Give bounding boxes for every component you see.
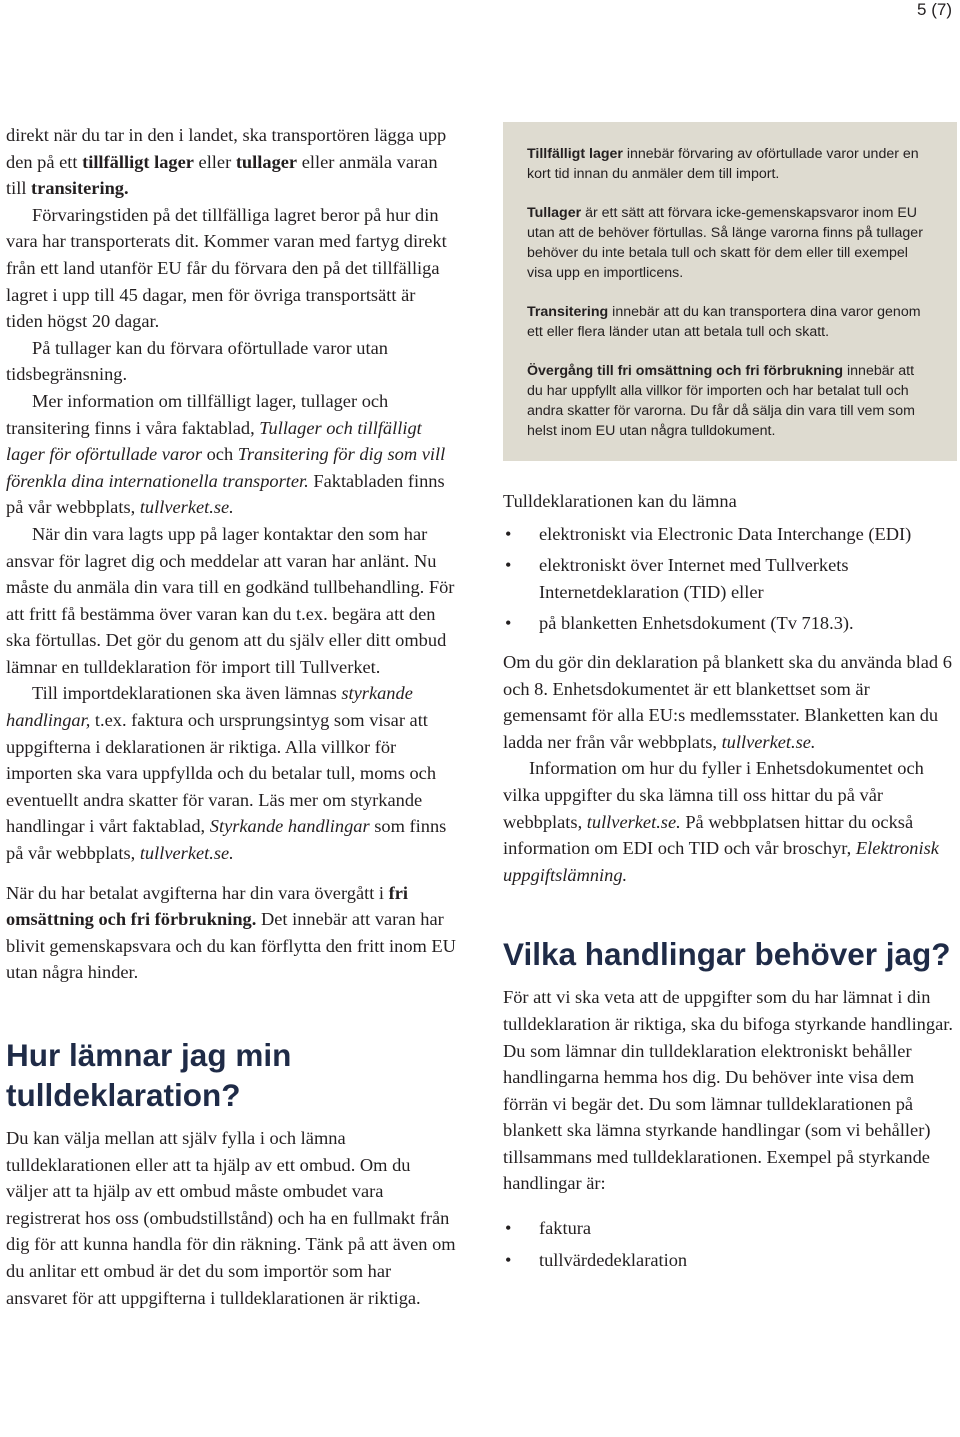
list-item: • elektroniskt via Electronic Data Interchange (EDI) <box>503 521 957 548</box>
paragraph-free-circulation: När du har betalat avgifterna har din vara övergått i fri omsättning och fri förbrukning. Det innebär att varan har blivit gemenskapsvara och du kan förflytta den fritt inom EU utan några hinder. <box>6 882 456 983</box>
paragraph-storage-intro: direkt när du tar in den i landet, ska transportören lägga upp den på ett tillfälligt lager eller tullager eller anmäla varan till transitering. <box>6 125 447 199</box>
page-number: 5 (7) <box>917 0 952 19</box>
paragraph-supporting-docs: Till importdeklarationen ska även lämnas styrkande handlingar, t.ex. faktura och ursprungsintyg som visar att uppgifterna i deklarationen är riktiga. Alla villkor för importen ska vara uppfyllda och du betalar tull, moms och eventuellt andra skatter för varan. Läs mer om styrkande handlingar i vårt faktablad, Styrkande handlingar som finns på vår webbplats, tullverket.se. <box>6 683 447 864</box>
paragraph-how-to-fill: Information om hur du fyller i Enhetsdokumentet och vilka uppgifter du ska lämna till oss hittar du på vår webbplats, tullverket.se. På webbplatsen hittar du också information om EDI och TID och vår broschyr, Elektronisk uppgiftslämning. <box>503 758 939 885</box>
paragraph-documents: För att vi ska veta att de uppgifter som du har lämnat i din tulldeklaration är riktiga, ska du bifoga styrkande handlingar. Du som lämnar din tulldeklaration elektroniskt behåller handlingarna hemma hos dig. Du behöver inte visa dem förrän vi begär det. Du som lämnar tulldeklarationen på blankett ska lämna styrkande handlingar (som vi behåller) tillsammans med tulldeklarationen. Exempel på styrkande handlingar är: <box>503 987 953 1194</box>
list-item: • elektroniskt över Internet med Tullverkets Internetdeklaration (TID) eller <box>503 552 957 605</box>
link-tullverket[interactable]: tullverket.se. <box>721 731 816 752</box>
list-item: • på blanketten Enhetsdokument (Tv 718.3). <box>503 610 957 637</box>
definitions-box <box>503 122 957 461</box>
paragraph-form: Om du gör din deklaration på blankett ska du använda blad 6 och 8. Enhetsdokumentet är ett blankettset som är gemensamt för alla EU:s medlemsstater. Blanketten kan du ladda ner från vår webbplats, tullverket.se. <box>503 651 952 752</box>
paragraph-customs-warehouse: På tullager kan du förvara oförtullade varor utan tidsbegränsning. <box>6 337 388 385</box>
list-item: • faktura <box>503 1215 957 1242</box>
documents-list <box>503 1215 957 1273</box>
submit-methods-list <box>503 521 957 637</box>
link-tullverket[interactable]: tullverket.se. <box>586 811 681 832</box>
heading-which-documents: Vilka handlingar behöver jag? <box>503 936 951 973</box>
definition-free-circulation: Övergång till fri omsättning och fri förbrukning innebär att du har uppfyllt alla villkor för importen och har betalat tull och andra skatter för varorna. Du får då sälja din vara till vem som helst inom EU utan några tulldokument. <box>527 363 915 439</box>
link-tullverket[interactable]: tullverket.se. <box>139 497 234 518</box>
paragraph-storage-time: Förvaringstiden på det tillfälliga lagret beror på hur din vara har transporterats dit. Kommer varan med fartyg direkt från ett land utanför EU får du förvara den på det tillfälliga lagret i upp till 45 dagar, men för övriga transportsätt är tiden högst 20 dagar. <box>6 204 447 332</box>
definition-transit: Transitering innebär att du kan transportera dina varor genom ett eller flera länder utan att betala tull och skatt. <box>527 304 921 340</box>
definition-customs-warehouse: Tullager är ett sätt att förvara icke-gemenskapsvaror inom EU utan att de behöver förtullas. Så länge varorna finns på tullager behöver du inte betala tull och skatt för dem eller till exempel visa upp en importlicens. <box>527 205 923 281</box>
right-column <box>503 122 957 1273</box>
paragraph-submit-methods: Tulldeklarationen kan du lämna <box>503 491 737 511</box>
list-item: • tullvärdedeklaration <box>503 1247 957 1274</box>
paragraph-agent: Du kan välja mellan att själv fylla i och lämna tulldeklarationen eller att ta hjälp av ett ombud. Om du väljer att ta hjälp av ett ombud måste ombudet vara registrerat hos oss (ombudstillstånd) och ha en fullmakt från dig för att kunna handla för din räkning. Tänk på att även om du anlitar ett ombud är det du som importör som har ansvaret för att uppgifterna i tulldeklarationen är riktiga. <box>6 1128 456 1308</box>
left-column <box>6 122 456 1311</box>
link-tullverket[interactable]: tullverket.se. <box>139 843 234 864</box>
paragraph-more-info: Mer information om tillfälligt lager, tullager och transitering finns i våra faktablad, Tullager och tillfälligt lager för oförtullade varor och Transitering för dig som vill förenkla dina internationella transporter. Faktabladen finns på vår webbplats, tullverket.se. <box>6 390 446 518</box>
paragraph-arrival: När din vara lagts upp på lager kontaktar den som har ansvar för lagret dig och meddelar att varan har anlänt. Nu måste du anmäla din vara till en godkänd tullbehandling. För att fritt få bestämma över varan kan du t.ex. begära att den ska förtullas. Det gör du genom att du själv eller ditt ombud lämnar en tulldeklaration för import till Tullverket. <box>6 523 455 677</box>
definition-temporary-storage: Tillfälligt lager innebär förvaring av oförtullade varor under en kort tid innan du anmäler dem till import. <box>527 146 919 182</box>
heading-submit-declaration: Hur lämnar jag min tulldeklaration? <box>6 1037 292 1113</box>
